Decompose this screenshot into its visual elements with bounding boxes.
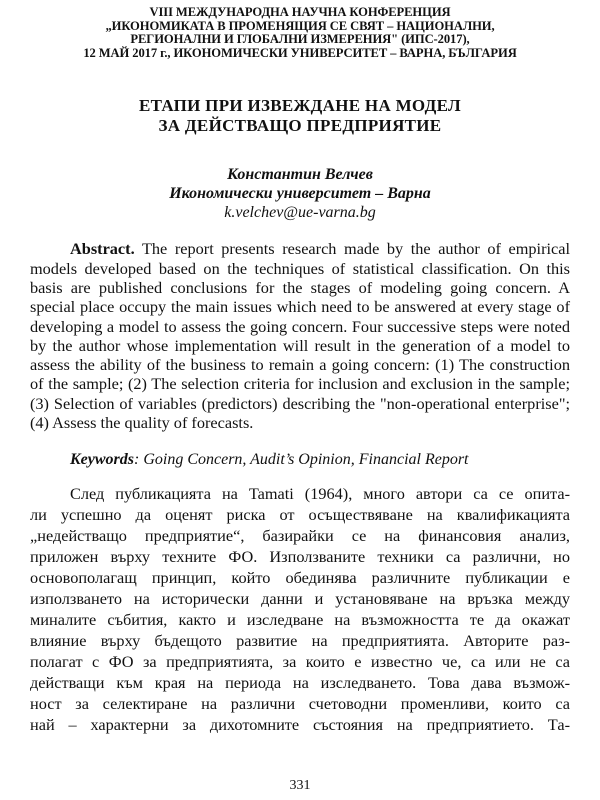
body-line: ли успешно да оценят риска от осъществяване на квалификацията xyxy=(30,505,570,525)
title-line-2: ЗА ДЕЙСТВАЩО ПРЕДПРИЯТИЕ xyxy=(158,116,442,136)
author-email: k.velchev@ue-varna.bg xyxy=(224,204,376,222)
body-paragraph xyxy=(30,483,570,735)
body-line: основополагащ принцип, който обединява различните публикации е xyxy=(30,568,570,588)
abstract-label: Abstract. xyxy=(70,239,135,259)
body-line: действащи към края на периода на изследването. Това дава възмож- xyxy=(30,673,570,693)
body-line: полагат с ФО за предприятията, за които е известно че, са или не са xyxy=(30,652,570,672)
header-line: VIII МЕЖДУНАРОДНА НАУЧНА КОНФЕРЕНЦИЯ xyxy=(149,5,451,19)
paper-title xyxy=(30,96,570,136)
conference-header xyxy=(30,0,570,60)
keywords-text: : Going Concern, Audit’s Opinion, Financial Report xyxy=(134,451,469,469)
abstract-text: The report presents research made by the author of empirical models developed based on the techniques of statistical classification. On this basis are published conclusions for the stages of modeling going concern. A special place occupy the main issues which need to be answered at every stage of developing a model to assess the going concern. Four successive steps were noted by the author whose implementation will result in the generation of a model to assess the ability of the business to remain a going concern: (1) The construction of the sample; (2) The selection criteria for inclusion and exclusion in the sample; (3) Selection of variables (predictors) describing the "non-operational enterprise"; (4) Assess the quality of forecasts. xyxy=(30,239,570,433)
header-line: 12 МАЙ 2017 г., ИКОНОМИЧЕСКИ УНИВЕРСИТЕТ – ВАРНА, БЪЛГАРИЯ xyxy=(83,45,517,60)
title-line-1: ЕТАПИ ПРИ ИЗВЕЖДАНЕ НА МОДЕЛ xyxy=(139,96,461,116)
body-line: използването на исторически данни и установяване на връзка между xyxy=(30,589,570,609)
keywords-label: Keywords xyxy=(70,451,134,469)
page-number: 331 xyxy=(289,778,311,793)
body-line: ност за селектиране на различни счетоводни променливи, които са xyxy=(30,694,570,714)
body-line: След публикацията на Tamati (1964), много автори са се опита- xyxy=(70,484,570,504)
keywords xyxy=(30,450,570,469)
body-line: най – характерни за дихотомните състояния на предприятието. Та- xyxy=(30,715,570,735)
author-name: Константин Велчев xyxy=(227,166,373,184)
body-line: миналите събития, както и изследване на възможността те да окажат xyxy=(30,610,570,630)
body-line: влияние върху бъдещото развитие на предприятията. Авторите раз- xyxy=(30,631,570,651)
header-line: „ИКОНОМИКАТА В ПРОМЕНЯЩИЯ СЕ СВЯТ – НАЦИОНАЛНИ, xyxy=(105,18,495,33)
body-line: приложен върху техните ФО. Използваните техники са различни, но xyxy=(30,547,570,567)
abstract xyxy=(30,239,570,432)
author-block xyxy=(30,165,570,222)
author-affiliation: Икономически университет – Варна xyxy=(169,185,431,203)
body-line: „недействащо предприятие“, базирайки се на финансовия анализ, xyxy=(30,526,570,546)
header-line: РЕГИОНАЛНИ И ГЛОБАЛНИ ИЗМЕРЕНИЯ" (ИПС-2017), xyxy=(130,32,470,47)
